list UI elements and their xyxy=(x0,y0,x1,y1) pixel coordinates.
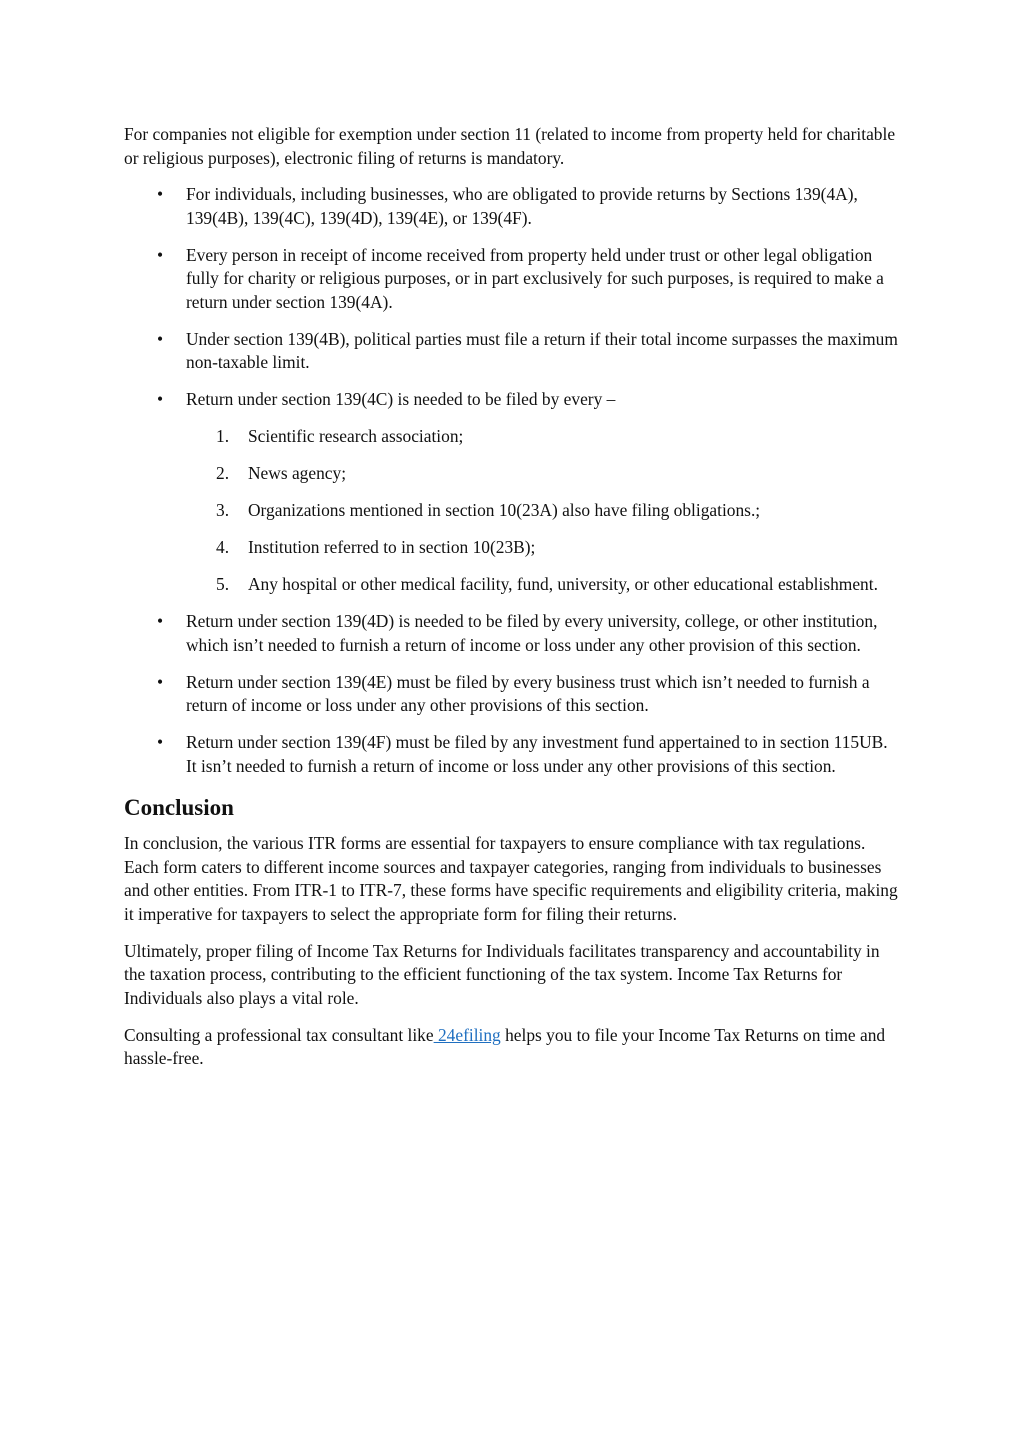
item-text: Institution referred to in section 10(23B); xyxy=(248,537,536,557)
bullet-text: Every person in receipt of income received from property held under trust or other legal obligation fully for charity or religious purposes, or in part exclusively for such purposes, is required to make a return under section 139(4A). xyxy=(186,244,884,312)
bullet-item xyxy=(124,671,899,718)
numbered-item xyxy=(186,499,899,523)
numbered-item xyxy=(186,573,899,597)
intro-paragraph: For companies not eligible for exemption under section 11 (related to income from property held for charitable or religious purposes), electronic filing of returns is mandatory. xyxy=(124,124,896,168)
bullet-text: Return under section 139(4D) is needed to be filed by every university, college, or other institution, which isn’t needed to furnish a return of income or loss under any other provision of this section. xyxy=(186,611,878,655)
bullet-text: For individuals, including businesses, who are obligated to provide returns by Sections 139(4A), 139(4B), 139(4C), 139(4D), 139(4E), or 139(4F). xyxy=(186,184,858,228)
conclusion-paragraph-3 xyxy=(124,1024,899,1071)
item-text: News agency; xyxy=(248,463,347,483)
item-text: Organizations mentioned in section 10(23A) also have filing obligations.; xyxy=(248,500,761,520)
conclusion-paragraph-2: Ultimately, proper filing of Income Tax Returns for Individuals facilitates transparency and accountability in the taxation process, contributing to the efficient functioning of the tax system. Income Tax Returns for Individuals also plays a vital role. xyxy=(124,940,880,1008)
bullet-icon: • xyxy=(156,732,164,752)
bullet-text: Return under section 139(4F) must be filed by any investment fund appertained to in section 115UB. It isn’t needed to furnish a return of income or loss under any other provisions of this section. xyxy=(186,732,888,776)
document-page xyxy=(124,123,899,1084)
numbered-sub-list xyxy=(186,425,899,597)
bullet-text: Return under section 139(4C) is needed to be filed by every – xyxy=(186,389,616,409)
item-number: 2. xyxy=(216,463,230,483)
bullet-item xyxy=(124,183,899,230)
numbered-item xyxy=(186,536,899,560)
paragraph-text-before-link: Consulting a professional tax consultant like xyxy=(124,1024,434,1045)
item-number: 1. xyxy=(216,426,230,446)
item-number: 5. xyxy=(216,574,230,594)
item-number: 3. xyxy=(216,500,230,520)
bullet-icon: • xyxy=(156,389,164,409)
bullet-icon: • xyxy=(156,611,164,631)
bullet-icon: • xyxy=(156,328,164,349)
item-text: Scientific research association; xyxy=(248,426,464,446)
bullet-icon: • xyxy=(156,671,164,692)
bullet-item xyxy=(124,731,899,778)
bullet-item xyxy=(124,610,899,657)
bullet-text: Under section 139(4B), political parties must file a return if their total income surpasses the maximum non-taxable limit. xyxy=(186,328,898,372)
conclusion-paragraph-1: In conclusion, the various ITR forms are essential for taxpayers to ensure compliance with tax regulations. Each form caters to different income sources and taxpayer categories, ranging from individuals to businesses and other entities. From ITR-1 to ITR-7, these forms have specific requirements and eligibility criteria, making it imperative for taxpayers to select the appropriate form for filing their returns. xyxy=(124,833,898,924)
bullet-item xyxy=(124,328,899,375)
bullet-item xyxy=(124,244,899,315)
bullet-icon: • xyxy=(156,244,164,265)
bullet-item xyxy=(124,388,899,597)
bullet-icon: • xyxy=(156,184,164,204)
24efiling-link[interactable]: 24efiling xyxy=(433,1024,501,1045)
conclusion-heading: Conclusion xyxy=(124,795,234,820)
paragraph-text-after-link: helps you to file your Income Tax Returns on time and hassle-free. xyxy=(124,1024,886,1068)
section-bullet-list xyxy=(124,183,899,778)
numbered-item xyxy=(186,425,899,449)
numbered-item xyxy=(186,462,899,486)
item-number: 4. xyxy=(216,537,230,557)
item-text: Any hospital or other medical facility, fund, university, or other educational establishment. xyxy=(248,574,878,594)
bullet-text: Return under section 139(4E) must be filed by every business trust which isn’t needed to furnish a return of income or loss under any other provisions of this section. xyxy=(186,671,870,715)
